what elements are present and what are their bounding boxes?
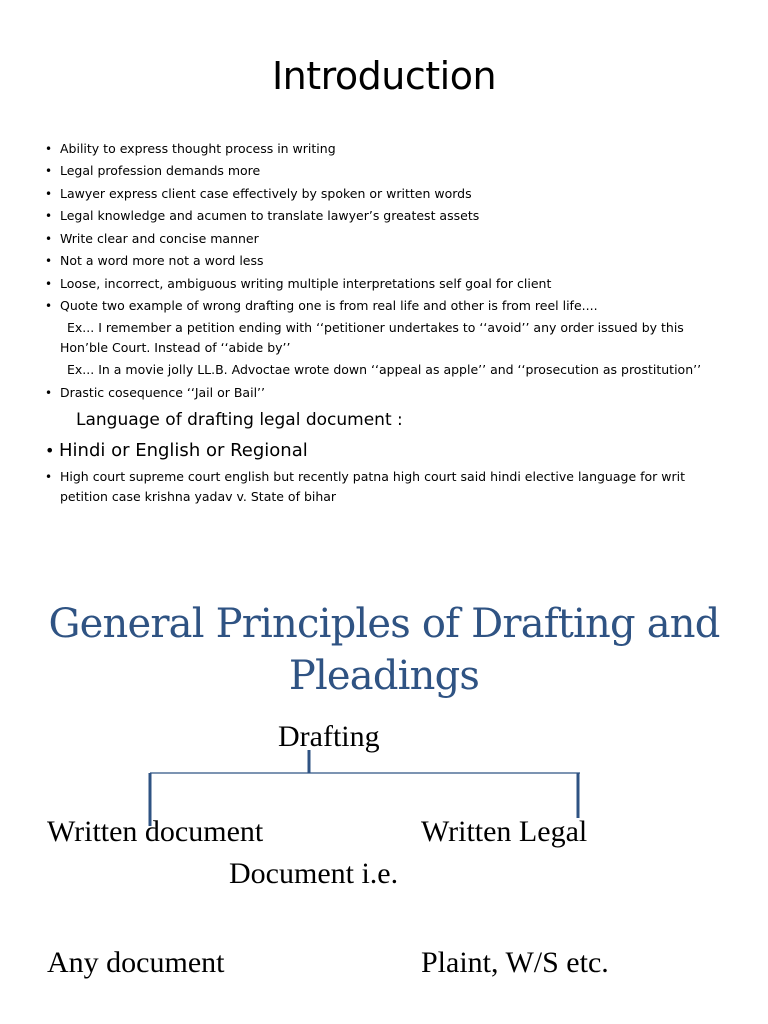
bullet-icon: • bbox=[45, 386, 53, 400]
example-text: Hon’ble Court. Instead of ‘‘abide by’’ bbox=[60, 340, 291, 355]
bullet-icon: • bbox=[45, 441, 55, 460]
left-branch-label: Written document bbox=[47, 815, 264, 848]
right-branch-label-line-1: Written Legal bbox=[421, 815, 588, 848]
tree-root-label: Drafting bbox=[278, 720, 380, 753]
introduction-slide: Introduction • Ability to express thought process in writing • Legal profession demands more • Lawyer express client case effectively by spoken or written words • Legal knowledge and acumen to translate lawyer’s greatest assets • Write clear and concise manner • Not a word more not a word less • Loose, incorrect, ambiguous writing multiple interpretations self goal for client • Quote two example of wrong drafting one is from real life and other is from reel life.... Ex... I remember a petition ending with ‘‘petitioner undertakes to ‘‘avoid’’ any order issued by this Hon’ble Court. Instead of ‘‘abide by’’ Ex... In a movie jolly LL.B. Advoctae wrote down ‘‘appeal as apple’’ and ‘‘prosecution as prostitution’’ • Drastic cosequence ‘‘Jail or Bail’’ Language of drafting legal document : • Hindi or English or Regional • High court supreme court english but recently patna high court said hindi elective language for writ petition case krishna yadav v. State of bihar bbox=[0, 0, 768, 560]
left-example-label: Any document bbox=[47, 946, 225, 979]
bullet-icon: • bbox=[45, 232, 53, 246]
slide-title-line-1: General Principles of Drafting and bbox=[48, 601, 720, 647]
right-branch-label-line-2: Document i.e. bbox=[229, 857, 399, 890]
bullet-icon: • bbox=[45, 164, 53, 178]
bullet-icon: • bbox=[45, 299, 53, 313]
bullet-icon: • bbox=[45, 142, 53, 156]
bullet-icon: • bbox=[45, 187, 53, 201]
right-example-label: Plaint, W/S etc. bbox=[421, 946, 609, 979]
bullet-icon: • bbox=[45, 254, 53, 268]
bullet-icon: • bbox=[45, 277, 53, 291]
example-text: Ex... I remember a petition ending with ‘‘petitioner undertakes to ‘‘avoid’’ any order issued by this bbox=[67, 320, 684, 335]
bullet-icon: • bbox=[45, 470, 53, 484]
principles-slide bbox=[0, 560, 768, 1024]
example-text: Ex... In a movie jolly LL.B. Advoctae wrote down ‘‘appeal as apple’’ and ‘‘prosecution as prostitution’’ bbox=[67, 362, 702, 377]
slide-title: Introduction bbox=[271, 54, 497, 98]
section-heading: Language of drafting legal document : bbox=[76, 410, 403, 430]
slide-title-line-2: Pleadings bbox=[288, 653, 480, 699]
list-item-continuation: petition case krishna yadav v. State of bihar bbox=[60, 489, 337, 504]
bullet-icon: • bbox=[45, 209, 53, 223]
